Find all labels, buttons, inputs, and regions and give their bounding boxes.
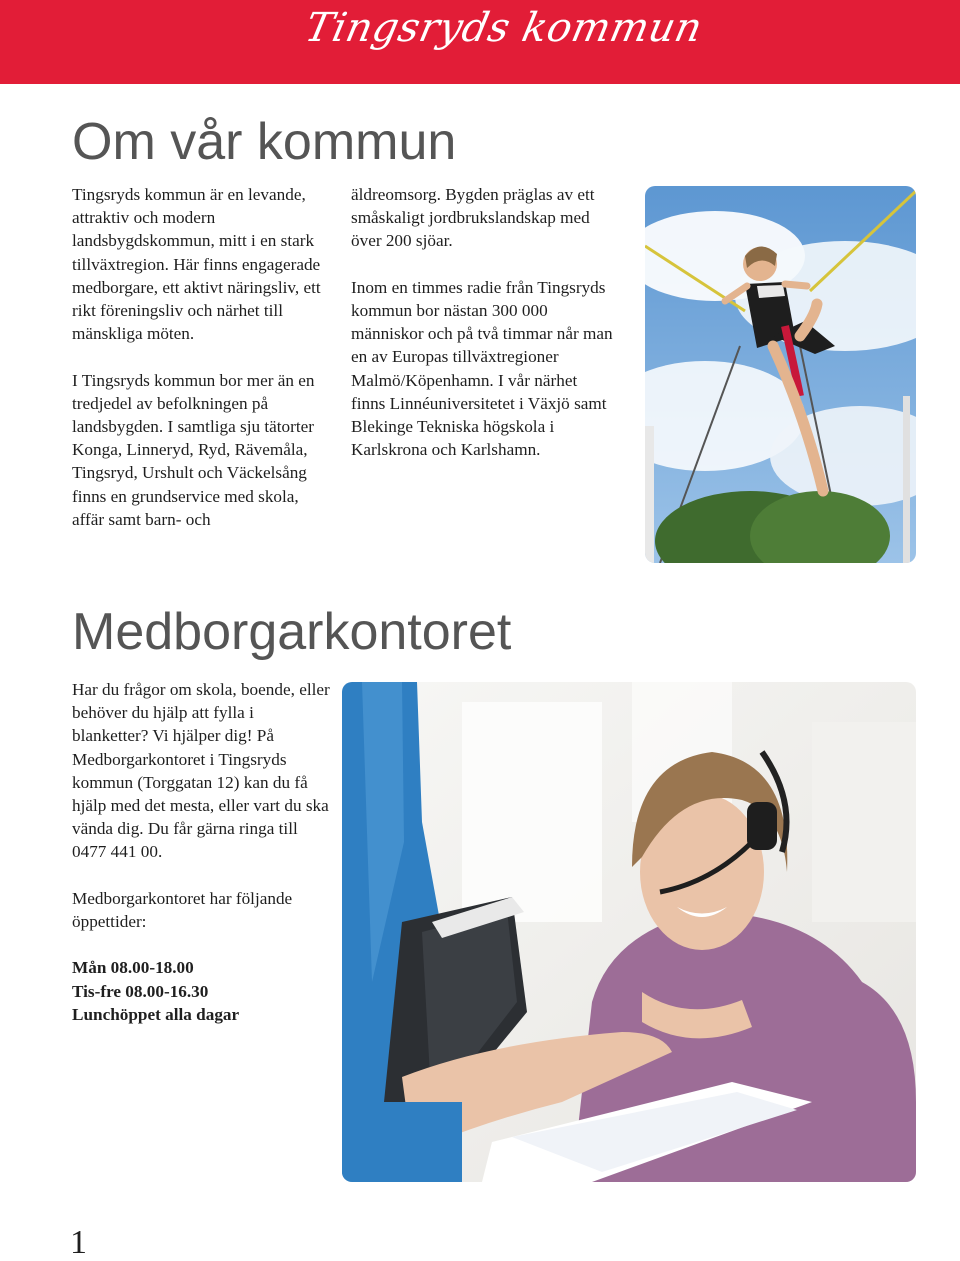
intro-column-left [72,183,334,531]
customer-service-photo [342,682,916,1182]
medborgarkontoret-column [72,678,334,1026]
opening-hours [72,956,334,1026]
intro-paragraph-2: I Tingsryds kommun bor mer än en tredjedel av befolkningen på landsbygden. I samtliga sju tätorter Konga, Linneryd, Ryd, Rävemåla, Tingsryd, Urshult och Väckelsång finns en grundservice med skola, affär samt barn- och [72,370,315,529]
section-title-medborgarkontoret: Medborgarkontoret [72,603,512,661]
intro-paragraph-3: äldreomsorg. Bygden präglas av ett småskaligt jordbrukslandskap med över 200 sjöar. [351,185,595,251]
page-title: Om vår kommun [72,113,457,171]
trampoline-girl-photo [645,186,916,563]
medborgarkontoret-paragraph-2: Medborgarkontoret har följande öppettider: [72,888,293,932]
intro-paragraph-1: Tingsryds kommun är en levande, attraktiv och modern landsbygdskommun, mitt i en stark tillväxtregion. Här finns engagerade medborgare, ett aktivt näringsliv, ett rikt föreningsliv och närhet till mänskliga möten. [72,185,321,344]
intro-column-right [351,183,613,461]
hours-line-mon: Mån 08.00-18.00 [72,958,194,978]
medborgarkontoret-paragraph-1: Har du frågor om skola, boende, eller behöver du hjälp att fylla i blanketter? Vi hjälper dig! På Medborgarkontoret i Tingsryds kommun (Torggatan 12) kan du få hjälp med det mesta, eller vart du ska vända dig. Du får gärna ringa till 0477 441 00. [72,680,330,862]
intro-paragraph-4: Inom en timmes radie från Tingsryds kommun bor nästan 300 000 människor och på två timmar når man en av Europas tillväxtregioner Malmö/Köpenhamn. I vår närhet finns Linnéuniversitetet i Växjö samt Blekinge Tekniska högskola i Karlskrona och Karlshamn. [351,277,613,460]
tingsryds-kommun-logo: Tingsryds kommun [301,5,707,51]
hours-line-lunch: Lunchöppet alla dagar [72,1004,240,1024]
header-band [0,0,960,84]
hours-line-tue-fri: Tis-fre 08.00-16.30 [72,981,209,1001]
page-number: 1 [70,1224,87,1261]
